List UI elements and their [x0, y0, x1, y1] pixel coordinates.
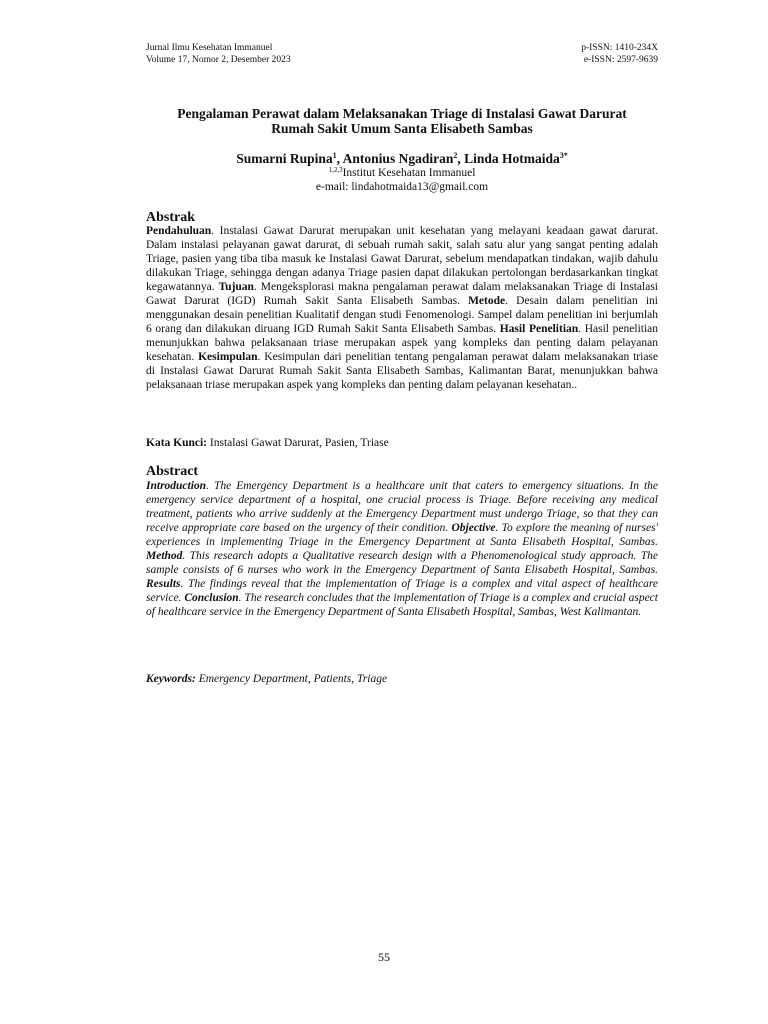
abstract-body: [146, 479, 658, 619]
abstract-heading: Abstract: [146, 464, 199, 479]
title-line-1: Pengalaman Perawat dalam Melaksanakan Triage di Instalasi Gawat Darurat: [177, 106, 627, 121]
abstract-text: . To explore the meaning of nurses' experiences in implementing Triage in the Emergency Department at Santa Elisabeth Hospital, Sambas.: [146, 522, 658, 548]
title-line-2: Rumah Sakit Umum Santa Elisabeth Sambas: [271, 121, 533, 136]
affiliation: [146, 166, 658, 180]
abstract-text: . Instalasi Gawat Darurat merupakan unit kesehatan yang melayani keadaan gawat darurat. Dalam instalasi pelayanan gawat darurat, di sebuah rumah sakit, salah satu alur yang sangat penting adalah Triage, pasien yang tiba tiba masuk ke Instalasi Gawat Darurat, sebelum mendapatkan tindakan, wajib dahulu dilakukan Triage, sehingga dengan adanya Triage pasien dapat dilakukan pertolongan berdasarkankan tingkat kegawatannya.: [146, 225, 658, 293]
author-mark: 2: [453, 151, 458, 160]
abstract-text: . The Emergency Department is a healthcare unit that caters to emergency situations. In the emergency service department of a hospital, one crucial process is Triage. Before receiving any medical treatment, patients who arrive suddenly at the Emergency Department must undergo Triage, so that they can receive appropriate care based on the urgency of their condition.: [146, 480, 658, 534]
abstract-text: . The research concludes that the implementation of Triage is a complex and crucial aspect of healthcare service in the Emergency Department of Santa Elisabeth Hospital, Sambas, West Kalimantan.: [146, 592, 658, 618]
keywords: [146, 672, 658, 686]
institution-name: Institut Kesehatan Immanuel: [342, 167, 476, 179]
abstract-text: . Kesimpulan dari penelitian tentang pengalaman perawat dalam melaksanakan triase di Instalasi Gawat Darurat Rumah Sakit Santa Elisabeth Sambas, Kalimantan Barat, menunjukkan bahwa pelaksanaan triase merupakan aspek yang kompleks dan penting dalam pelayanan kesehatan..: [146, 351, 659, 391]
section-label: Objective: [451, 522, 496, 534]
section-label: Tujuan: [218, 281, 254, 293]
section-label: Hasil Penelitian: [499, 323, 579, 335]
section-label: Pendahuluan: [146, 225, 212, 237]
journal-info: [146, 42, 291, 66]
section-label: Introduction: [146, 480, 207, 492]
page-number: 55: [378, 950, 390, 964]
affiliation-marks: 1,2,3: [328, 166, 343, 174]
kata-kunci: [146, 436, 658, 450]
author-mark: 1: [332, 151, 337, 160]
author-separator: ,: [336, 151, 343, 166]
keywords-label: Keywords:: [146, 673, 196, 685]
paper-title: [146, 106, 658, 136]
keywords-value: Emergency Department, Patients, Triage: [195, 673, 388, 685]
journal-volume: Volume 17, Nomor 2, Desember 2023: [146, 55, 291, 65]
contact-email: e-mail: lindahotmaida13@gmail.com: [315, 181, 489, 193]
kata-kunci-label: Kata Kunci:: [146, 437, 208, 449]
abstrak-body: [146, 224, 658, 392]
abstract-text: . Desain dalam penelitian ini menggunakan desain penelitian Kualitatif dengan studi Fenomenologi. Sampel dalam penelitian ini berjumlah 6 orang dan dilakukan diruang IGD Rumah Sakit Santa Elisabeth Sambas.: [146, 295, 658, 335]
section-label: Results: [146, 578, 181, 590]
abstract-text: . The findings reveal that the implementation of Triage is a complex and vital aspect of healthcare service.: [146, 578, 658, 604]
section-label: Metode: [468, 295, 506, 307]
issn-info: [581, 42, 658, 66]
abstract-text: . This research adopts a Qualitative research design with a Phenomenological study approach. The sample consists of 6 nurses who work in the Emergency Department of Santa Elisabeth Hospital, Sambas.: [146, 550, 658, 576]
journal-name: Jurnal Ilmu Kesehatan Immanuel: [146, 43, 273, 53]
e-issn: e-ISSN: 2597-9639: [583, 55, 658, 65]
author-name: Linda Hotmaida: [464, 151, 560, 166]
p-issn: p-ISSN: 1410-234X: [581, 43, 658, 53]
section-label: Kesimpulan: [198, 351, 258, 363]
kata-kunci-value: Instalasi Gawat Darurat, Pasien, Triase: [207, 437, 389, 449]
abstrak-heading: Abstrak: [146, 210, 196, 225]
affiliation-block: [146, 166, 658, 194]
author-separator: ,: [457, 151, 465, 166]
author-name: Antonius Ngadiran: [342, 151, 454, 166]
author-mark: 3*: [559, 151, 568, 160]
abstract-text: . Hasil penelitian menunjukkan bahwa pelaksanaan triase merupakan aspek yang kompleks dan penting dalam pelayanan kesehatan.: [146, 323, 659, 363]
abstract-text: . Mengeksplorasi makna pengalaman perawat dalam melaksanakan Triage di Instalasi Gawat Darurat (IGD) Rumah Sakit Santa Elisabeth Sambas.: [146, 281, 658, 307]
section-label: Conclusion: [184, 592, 239, 604]
author-name: Sumarni Rupina: [236, 151, 333, 166]
author-list: [146, 151, 658, 166]
section-label: Method: [146, 550, 183, 562]
